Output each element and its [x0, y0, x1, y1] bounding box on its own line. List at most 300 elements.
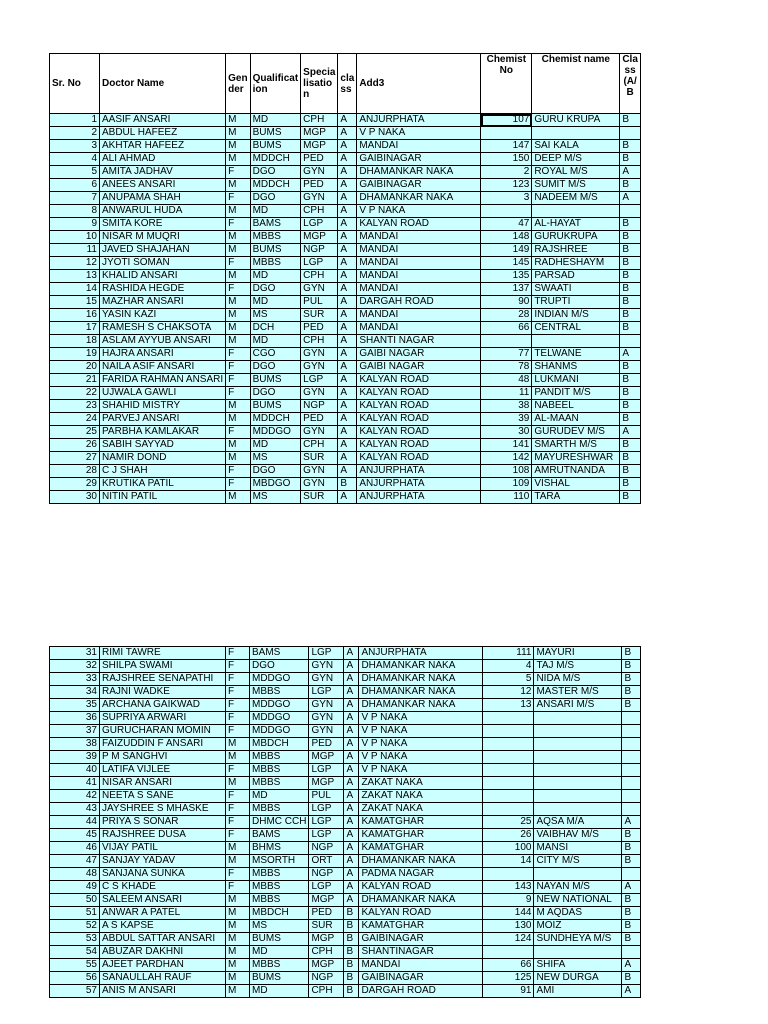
chemist-name-cell[interactable]	[532, 205, 620, 218]
gender-cell[interactable]: F	[226, 257, 250, 270]
chemist-name-cell[interactable]: SWAATI	[532, 283, 620, 296]
qualification-cell[interactable]: MBBS	[250, 881, 309, 894]
chemist-name-cell[interactable]	[534, 738, 622, 751]
class-ab-cell[interactable]	[620, 127, 641, 140]
doctor-name-cell[interactable]: ANWAR A PATEL	[100, 907, 226, 920]
chemist-no-cell[interactable]: 66	[483, 959, 534, 972]
specialisation-cell[interactable]: MGP	[309, 751, 344, 764]
gender-cell[interactable]: M	[226, 335, 250, 348]
qualification-cell[interactable]: MBBS	[250, 803, 309, 816]
chemist-name-cell[interactable]: MASTER M/S	[534, 686, 622, 699]
specialisation-cell[interactable]: NGP	[301, 400, 338, 413]
chemist-no-cell[interactable]: 110	[481, 491, 532, 504]
chemist-name-cell[interactable]	[534, 946, 622, 959]
add3-cell[interactable]: V P NAKA	[359, 751, 483, 764]
class-ab-cell[interactable]: B	[620, 387, 641, 400]
add3-cell[interactable]: MANDAI	[357, 231, 481, 244]
add3-cell[interactable]: ZAKAT NAKA	[359, 803, 483, 816]
specialisation-cell[interactable]: CPH	[309, 946, 344, 959]
class-ab-cell[interactable]: B	[622, 673, 641, 686]
chemist-name-cell[interactable]: CITY M/S	[534, 855, 622, 868]
class-cell[interactable]: A	[338, 205, 357, 218]
gender-cell[interactable]: M	[226, 153, 250, 166]
doctor-name-cell[interactable]: SUPRIYA ARWARI	[100, 712, 226, 725]
class-ab-cell[interactable]: B	[622, 933, 641, 946]
qualification-cell[interactable]: BUMS	[250, 972, 309, 985]
class-cell[interactable]: A	[338, 218, 357, 231]
sr-no-cell[interactable]: 10	[50, 231, 100, 244]
class-cell[interactable]: A	[344, 777, 359, 790]
class-ab-cell[interactable]: B	[620, 452, 641, 465]
header-class[interactable]: cla ss	[338, 54, 357, 114]
gender-cell[interactable]: M	[226, 842, 250, 855]
chemist-name-cell[interactable]: TRUPTI	[532, 296, 620, 309]
gender-cell[interactable]: F	[226, 699, 250, 712]
gender-cell[interactable]: F	[226, 829, 250, 842]
chemist-name-cell[interactable]: SMARTH M/S	[532, 439, 620, 452]
chemist-no-cell[interactable]: 123	[481, 179, 532, 192]
add3-cell[interactable]: V P NAKA	[359, 725, 483, 738]
chemist-no-cell[interactable]	[483, 751, 534, 764]
sr-no-cell[interactable]: 43	[50, 803, 100, 816]
gender-cell[interactable]: F	[226, 192, 250, 205]
qualification-cell[interactable]: MBBS	[250, 959, 309, 972]
qualification-cell[interactable]: CGO	[250, 348, 301, 361]
gender-cell[interactable]: F	[226, 283, 250, 296]
qualification-cell[interactable]: MBBS	[250, 686, 309, 699]
specialisation-cell[interactable]: LGP	[309, 647, 344, 660]
doctor-name-cell[interactable]: SANAULLAH RAUF	[100, 972, 226, 985]
specialisation-cell[interactable]: MGP	[301, 140, 338, 153]
doctor-name-cell[interactable]: NAILA ASIF ANSARI	[100, 361, 226, 374]
qualification-cell[interactable]: BUMS	[250, 140, 301, 153]
class-cell[interactable]: A	[344, 725, 359, 738]
chemist-name-cell[interactable]: VAIBHAV M/S	[534, 829, 622, 842]
gender-cell[interactable]: M	[226, 296, 250, 309]
gender-cell[interactable]: F	[226, 478, 250, 491]
class-ab-cell[interactable]: A	[622, 985, 641, 998]
specialisation-cell[interactable]: PUL	[301, 296, 338, 309]
chemist-no-cell[interactable]: 30	[481, 426, 532, 439]
chemist-no-cell[interactable]: 135	[481, 270, 532, 283]
chemist-name-cell[interactable]: CENTRAL	[532, 322, 620, 335]
doctor-name-cell[interactable]: MAZHAR ANSARI	[100, 296, 226, 309]
class-cell[interactable]: A	[344, 803, 359, 816]
class-ab-cell[interactable]: B	[620, 491, 641, 504]
gender-cell[interactable]: M	[226, 972, 250, 985]
add3-cell[interactable]: KALYAN ROAD	[357, 426, 481, 439]
specialisation-cell[interactable]: GYN	[309, 673, 344, 686]
sr-no-cell[interactable]: 55	[50, 959, 100, 972]
doctor-name-cell[interactable]: AJEET PARDHAN	[100, 959, 226, 972]
class-ab-cell[interactable]: B	[620, 361, 641, 374]
gender-cell[interactable]: M	[226, 270, 250, 283]
qualification-cell[interactable]: DHMC CCH	[250, 816, 309, 829]
sr-no-cell[interactable]: 22	[50, 387, 100, 400]
class-ab-cell[interactable]: A	[620, 426, 641, 439]
chemist-name-cell[interactable]: AMI	[534, 985, 622, 998]
doctor-name-cell[interactable]: AMITA JADHAV	[100, 166, 226, 179]
chemist-name-cell[interactable]: NIDA M/S	[534, 673, 622, 686]
chemist-no-cell[interactable]: 143	[483, 881, 534, 894]
qualification-cell[interactable]: DGO	[250, 465, 301, 478]
gender-cell[interactable]: F	[226, 647, 250, 660]
qualification-cell[interactable]: MD	[250, 335, 301, 348]
doctor-name-cell[interactable]: ALI AHMAD	[100, 153, 226, 166]
chemist-name-cell[interactable]: SUMIT M/S	[532, 179, 620, 192]
specialisation-cell[interactable]: NGP	[301, 244, 338, 257]
sr-no-cell[interactable]: 41	[50, 777, 100, 790]
class-cell[interactable]: A	[344, 868, 359, 881]
class-cell[interactable]: A	[344, 816, 359, 829]
class-cell[interactable]: A	[344, 738, 359, 751]
specialisation-cell[interactable]: GYN	[301, 283, 338, 296]
specialisation-cell[interactable]: LGP	[309, 829, 344, 842]
add3-cell[interactable]: ANJURPHATA	[357, 478, 481, 491]
chemist-no-cell[interactable]: 39	[481, 413, 532, 426]
chemist-name-cell[interactable]: NEW DURGA	[534, 972, 622, 985]
class-cell[interactable]: A	[344, 829, 359, 842]
gender-cell[interactable]: F	[226, 725, 250, 738]
class-cell[interactable]: A	[344, 842, 359, 855]
doctor-name-cell[interactable]: ANIS M ANSARI	[100, 985, 226, 998]
qualification-cell[interactable]: MBDCH	[250, 738, 309, 751]
class-ab-cell[interactable]: B	[620, 244, 641, 257]
specialisation-cell[interactable]: LGP	[309, 686, 344, 699]
class-ab-cell[interactable]	[622, 764, 641, 777]
doctor-name-cell[interactable]: JAVED SHAJAHAN	[100, 244, 226, 257]
add3-cell[interactable]: V P NAKA	[359, 764, 483, 777]
gender-cell[interactable]: M	[226, 231, 250, 244]
sr-no-cell[interactable]: 37	[50, 725, 100, 738]
doctor-name-cell[interactable]: LATIFA VIJLEE	[100, 764, 226, 777]
chemist-name-cell[interactable]: NABEEL	[532, 400, 620, 413]
chemist-no-cell[interactable]: 91	[483, 985, 534, 998]
chemist-name-cell[interactable]: LUKMANI	[532, 374, 620, 387]
chemist-name-cell[interactable]: SHIFA	[534, 959, 622, 972]
gender-cell[interactable]: M	[226, 413, 250, 426]
sr-no-cell[interactable]: 53	[50, 933, 100, 946]
header-chemist-name[interactable]: Chemist name	[532, 54, 620, 114]
qualification-cell[interactable]: BAMS	[250, 218, 301, 231]
add3-cell[interactable]: KAMATGHAR	[359, 920, 483, 933]
doctor-name-cell[interactable]: PARBHA KAMLAKAR	[100, 426, 226, 439]
chemist-name-cell[interactable]	[534, 764, 622, 777]
doctor-name-cell[interactable]: JAYSHREE S MHASKE	[100, 803, 226, 816]
doctor-name-cell[interactable]: AASIF ANSARI	[100, 114, 226, 127]
specialisation-cell[interactable]: ORT	[309, 855, 344, 868]
class-ab-cell[interactable]	[622, 790, 641, 803]
add3-cell[interactable]: MANDAI	[357, 140, 481, 153]
add3-cell[interactable]: PADMA NAGAR	[359, 868, 483, 881]
class-cell[interactable]: A	[344, 751, 359, 764]
sr-no-cell[interactable]: 42	[50, 790, 100, 803]
specialisation-cell[interactable]: PED	[301, 322, 338, 335]
sr-no-cell[interactable]: 24	[50, 413, 100, 426]
qualification-cell[interactable]: BHMS	[250, 842, 309, 855]
doctor-name-cell[interactable]: P M SANGHVI	[100, 751, 226, 764]
gender-cell[interactable]: M	[226, 322, 250, 335]
sr-no-cell[interactable]: 57	[50, 985, 100, 998]
qualification-cell[interactable]: MBBS	[250, 894, 309, 907]
class-ab-cell[interactable]: B	[622, 907, 641, 920]
class-ab-cell[interactable]: B	[620, 257, 641, 270]
specialisation-cell[interactable]: CPH	[309, 985, 344, 998]
add3-cell[interactable]: KALYAN ROAD	[357, 387, 481, 400]
specialisation-cell[interactable]: GYN	[301, 166, 338, 179]
class-cell[interactable]: A	[344, 647, 359, 660]
qualification-cell[interactable]: MD	[250, 205, 301, 218]
chemist-name-cell[interactable]: PARSAD	[532, 270, 620, 283]
doctor-name-cell[interactable]: NITIN PATIL	[100, 491, 226, 504]
chemist-no-cell[interactable]: 100	[483, 842, 534, 855]
qualification-cell[interactable]: MDDGO	[250, 725, 309, 738]
doctor-name-cell[interactable]: GURUCHARAN MOMIN	[100, 725, 226, 738]
class-cell[interactable]: A	[338, 400, 357, 413]
specialisation-cell[interactable]: LGP	[301, 218, 338, 231]
class-cell[interactable]: A	[338, 439, 357, 452]
specialisation-cell[interactable]: GYN	[301, 192, 338, 205]
class-cell[interactable]: A	[338, 426, 357, 439]
qualification-cell[interactable]: DCH	[250, 322, 301, 335]
class-cell[interactable]: B	[344, 933, 359, 946]
class-cell[interactable]: A	[344, 686, 359, 699]
class-ab-cell[interactable]	[622, 738, 641, 751]
specialisation-cell[interactable]: GYN	[301, 426, 338, 439]
sr-no-cell[interactable]: 20	[50, 361, 100, 374]
class-cell[interactable]: A	[338, 192, 357, 205]
class-ab-cell[interactable]: B	[620, 179, 641, 192]
add3-cell[interactable]: ZAKAT NAKA	[359, 790, 483, 803]
class-ab-cell[interactable]: B	[620, 140, 641, 153]
sr-no-cell[interactable]: 54	[50, 946, 100, 959]
header-chemist-no[interactable]: Chemist No	[481, 54, 532, 114]
class-cell[interactable]: A	[338, 270, 357, 283]
class-cell[interactable]: B	[338, 478, 357, 491]
chemist-name-cell[interactable]: AL-HAYAT	[532, 218, 620, 231]
header-class-ab[interactable]: Cla ss (A/ B	[620, 54, 641, 114]
chemist-no-cell[interactable]	[483, 764, 534, 777]
sr-no-cell[interactable]: 13	[50, 270, 100, 283]
class-ab-cell[interactable]: B	[622, 660, 641, 673]
chemist-no-cell[interactable]: 90	[481, 296, 532, 309]
add3-cell[interactable]: V P NAKA	[359, 738, 483, 751]
specialisation-cell[interactable]: GYN	[309, 725, 344, 738]
add3-cell[interactable]: GAIBINAGAR	[359, 933, 483, 946]
doctor-name-cell[interactable]: A S KAPSE	[100, 920, 226, 933]
chemist-no-cell[interactable]: 150	[481, 153, 532, 166]
add3-cell[interactable]: GAIBINAGAR	[357, 153, 481, 166]
chemist-no-cell[interactable]: 144	[483, 907, 534, 920]
chemist-no-cell[interactable]	[483, 712, 534, 725]
add3-cell[interactable]: DARGAH ROAD	[357, 296, 481, 309]
chemist-no-cell[interactable]: 78	[481, 361, 532, 374]
class-ab-cell[interactable]: B	[622, 920, 641, 933]
sr-no-cell[interactable]: 29	[50, 478, 100, 491]
specialisation-cell[interactable]: NGP	[309, 972, 344, 985]
chemist-name-cell[interactable]: MOIZ	[534, 920, 622, 933]
doctor-name-cell[interactable]: RAMESH S CHAKSOTA	[100, 322, 226, 335]
chemist-no-cell[interactable]: 25	[483, 816, 534, 829]
class-cell[interactable]: A	[338, 387, 357, 400]
class-ab-cell[interactable]	[622, 777, 641, 790]
qualification-cell[interactable]: MDDCH	[250, 413, 301, 426]
add3-cell[interactable]: KALYAN ROAD	[359, 881, 483, 894]
gender-cell[interactable]: M	[226, 738, 250, 751]
add3-cell[interactable]: GAIBI NAGAR	[357, 361, 481, 374]
doctor-name-cell[interactable]: ANUPAMA SHAH	[100, 192, 226, 205]
add3-cell[interactable]: SHANTI NAGAR	[357, 335, 481, 348]
sr-no-cell[interactable]: 9	[50, 218, 100, 231]
chemist-no-cell[interactable]: 147	[481, 140, 532, 153]
gender-cell[interactable]: M	[226, 127, 250, 140]
doctor-name-cell[interactable]: ARCHANA GAIKWAD	[100, 699, 226, 712]
qualification-cell[interactable]: DGO	[250, 361, 301, 374]
sr-no-cell[interactable]: 18	[50, 335, 100, 348]
doctor-name-cell[interactable]: FARIDA RAHMAN ANSARI	[100, 374, 226, 387]
sr-no-cell[interactable]: 48	[50, 868, 100, 881]
doctor-name-cell[interactable]: KHALID ANSARI	[100, 270, 226, 283]
gender-cell[interactable]: F	[226, 374, 250, 387]
gender-cell[interactable]: F	[226, 166, 250, 179]
specialisation-cell[interactable]: MGP	[309, 933, 344, 946]
add3-cell[interactable]: MANDAI	[357, 270, 481, 283]
specialisation-cell[interactable]: PED	[301, 153, 338, 166]
class-ab-cell[interactable]: B	[620, 465, 641, 478]
sr-no-cell[interactable]: 33	[50, 673, 100, 686]
doctor-name-cell[interactable]: ANWARUL HUDA	[100, 205, 226, 218]
sr-no-cell[interactable]: 45	[50, 829, 100, 842]
class-cell[interactable]: A	[344, 855, 359, 868]
doctor-name-cell[interactable]: HAJRA ANSARI	[100, 348, 226, 361]
specialisation-cell[interactable]: GYN	[309, 712, 344, 725]
qualification-cell[interactable]: MDDCH	[250, 153, 301, 166]
add3-cell[interactable]: DHAMANKAR NAKA	[359, 660, 483, 673]
sr-no-cell[interactable]: 3	[50, 140, 100, 153]
sr-no-cell[interactable]: 12	[50, 257, 100, 270]
chemist-no-cell[interactable]: 148	[481, 231, 532, 244]
class-cell[interactable]: A	[338, 465, 357, 478]
sr-no-cell[interactable]: 1	[50, 114, 100, 127]
add3-cell[interactable]: DHAMANKAR NAKA	[357, 166, 481, 179]
class-ab-cell[interactable]: B	[620, 439, 641, 452]
class-ab-cell[interactable]	[622, 803, 641, 816]
doctor-name-cell[interactable]: KRUTIKA PATIL	[100, 478, 226, 491]
chemist-name-cell[interactable]: RADHESHAYM	[532, 257, 620, 270]
chemist-name-cell[interactable]: NAYAN M/S	[534, 881, 622, 894]
class-cell[interactable]: A	[344, 660, 359, 673]
specialisation-cell[interactable]: CPH	[301, 270, 338, 283]
add3-cell[interactable]: MANDAI	[357, 322, 481, 335]
chemist-no-cell[interactable]: 111	[483, 647, 534, 660]
class-ab-cell[interactable]: B	[622, 686, 641, 699]
qualification-cell[interactable]: DGO	[250, 283, 301, 296]
specialisation-cell[interactable]: NGP	[309, 842, 344, 855]
qualification-cell[interactable]: MS	[250, 491, 301, 504]
qualification-cell[interactable]: BAMS	[250, 829, 309, 842]
add3-cell[interactable]: SHANTINAGAR	[359, 946, 483, 959]
qualification-cell[interactable]: MBBS	[250, 751, 309, 764]
doctor-name-cell[interactable]: SMITA KORE	[100, 218, 226, 231]
chemist-no-cell[interactable]: 109	[481, 478, 532, 491]
qualification-cell[interactable]: BAMS	[250, 647, 309, 660]
add3-cell[interactable]: KAMATGHAR	[359, 829, 483, 842]
qualification-cell[interactable]: DGO	[250, 192, 301, 205]
class-cell[interactable]: A	[344, 894, 359, 907]
class-ab-cell[interactable]: B	[622, 647, 641, 660]
qualification-cell[interactable]: MDDGO	[250, 426, 301, 439]
doctor-name-cell[interactable]: NAMIR DOND	[100, 452, 226, 465]
sr-no-cell[interactable]: 38	[50, 738, 100, 751]
class-ab-cell[interactable]: B	[620, 413, 641, 426]
doctor-name-cell[interactable]: RAJSHREE DUSA	[100, 829, 226, 842]
sr-no-cell[interactable]: 5	[50, 166, 100, 179]
doctor-name-cell[interactable]: ABDUL SATTAR ANSARI	[100, 933, 226, 946]
class-ab-cell[interactable]: B	[620, 270, 641, 283]
chemist-no-cell[interactable]: 125	[483, 972, 534, 985]
qualification-cell[interactable]: MBBS	[250, 231, 301, 244]
chemist-no-cell[interactable]: 124	[483, 933, 534, 946]
class-cell[interactable]: B	[344, 959, 359, 972]
chemist-no-cell[interactable]: 145	[481, 257, 532, 270]
gender-cell[interactable]: M	[226, 205, 250, 218]
specialisation-cell[interactable]: MGP	[309, 894, 344, 907]
add3-cell[interactable]: ZAKAT NAKA	[359, 777, 483, 790]
specialisation-cell[interactable]: PED	[301, 179, 338, 192]
specialisation-cell[interactable]: CPH	[301, 439, 338, 452]
chemist-name-cell[interactable]: INDIAN M/S	[532, 309, 620, 322]
add3-cell[interactable]: KALYAN ROAD	[357, 374, 481, 387]
chemist-no-cell[interactable]	[481, 335, 532, 348]
sr-no-cell[interactable]: 11	[50, 244, 100, 257]
doctor-name-cell[interactable]: PRIYA S SONAR	[100, 816, 226, 829]
sr-no-cell[interactable]: 2	[50, 127, 100, 140]
add3-cell[interactable]: KALYAN ROAD	[357, 439, 481, 452]
class-cell[interactable]: A	[338, 452, 357, 465]
sr-no-cell[interactable]: 17	[50, 322, 100, 335]
sr-no-cell[interactable]: 46	[50, 842, 100, 855]
doctor-name-cell[interactable]: NISAR M MUQRI	[100, 231, 226, 244]
add3-cell[interactable]: ANJURPHATA	[359, 647, 483, 660]
gender-cell[interactable]: M	[226, 933, 250, 946]
chemist-no-cell[interactable]: 14	[483, 855, 534, 868]
add3-cell[interactable]: MANDAI	[359, 959, 483, 972]
class-ab-cell[interactable]: B	[620, 322, 641, 335]
gender-cell[interactable]: F	[226, 660, 250, 673]
qualification-cell[interactable]: BUMS	[250, 400, 301, 413]
chemist-name-cell[interactable]: SHANMS	[532, 361, 620, 374]
class-ab-cell[interactable]: B	[620, 400, 641, 413]
chemist-no-cell[interactable]: 9	[483, 894, 534, 907]
qualification-cell[interactable]: DGO	[250, 166, 301, 179]
specialisation-cell[interactable]: PED	[301, 413, 338, 426]
qualification-cell[interactable]: MBBS	[250, 764, 309, 777]
chemist-no-cell[interactable]: 2	[481, 166, 532, 179]
class-cell[interactable]: A	[344, 673, 359, 686]
doctor-name-cell[interactable]: NEETA S SANE	[100, 790, 226, 803]
class-ab-cell[interactable]	[622, 725, 641, 738]
chemist-name-cell[interactable]	[534, 725, 622, 738]
doctor-name-cell[interactable]: FAIZUDDIN F ANSARI	[100, 738, 226, 751]
qualification-cell[interactable]: MBDCH	[250, 907, 309, 920]
doctor-name-cell[interactable]: SALEEM ANSARI	[100, 894, 226, 907]
chemist-no-cell[interactable]: 11	[481, 387, 532, 400]
specialisation-cell[interactable]: MGP	[309, 777, 344, 790]
specialisation-cell[interactable]: LGP	[309, 803, 344, 816]
sr-no-cell[interactable]: 26	[50, 439, 100, 452]
gender-cell[interactable]: M	[226, 439, 250, 452]
qualification-cell[interactable]: BUMS	[250, 374, 301, 387]
